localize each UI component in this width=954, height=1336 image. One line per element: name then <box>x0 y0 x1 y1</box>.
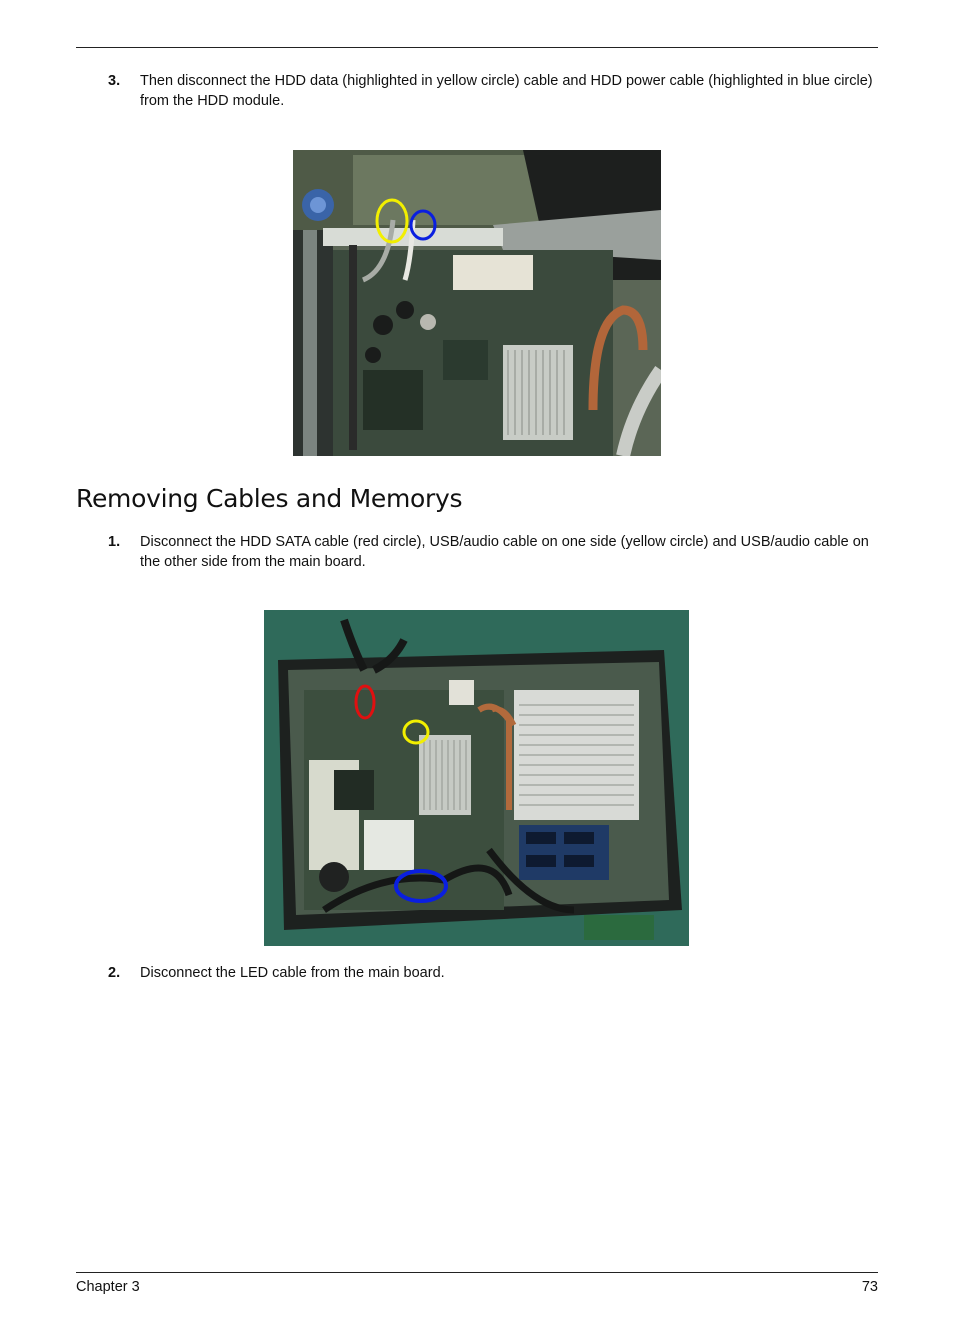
page-number: 73 <box>861 1279 878 1295</box>
step-number: 2. <box>108 965 121 981</box>
step-text: Then disconnect the HDD data (highlighted in yellow circle) cable and HDD power cable (highlighted in blue circle) from the HDD module. <box>140 73 873 109</box>
section-title: Removing Cables and Memorys <box>76 484 463 513</box>
step-text: Disconnect the LED cable from the main board. <box>140 965 445 981</box>
step-text: Disconnect the HDD SATA cable (red circle), USB/audio cable on one side (yellow circle) and USB/audio cable on the other side from the main board. <box>140 534 869 570</box>
mainboard-cables-photo <box>264 610 689 946</box>
hdd-cables-photo <box>293 150 661 456</box>
footer-rule <box>76 1272 878 1273</box>
step-number: 3. <box>108 73 121 89</box>
header-rule <box>76 47 878 48</box>
step-number: 1. <box>108 534 121 550</box>
footer-chapter: Chapter 3 <box>76 1279 140 1295</box>
